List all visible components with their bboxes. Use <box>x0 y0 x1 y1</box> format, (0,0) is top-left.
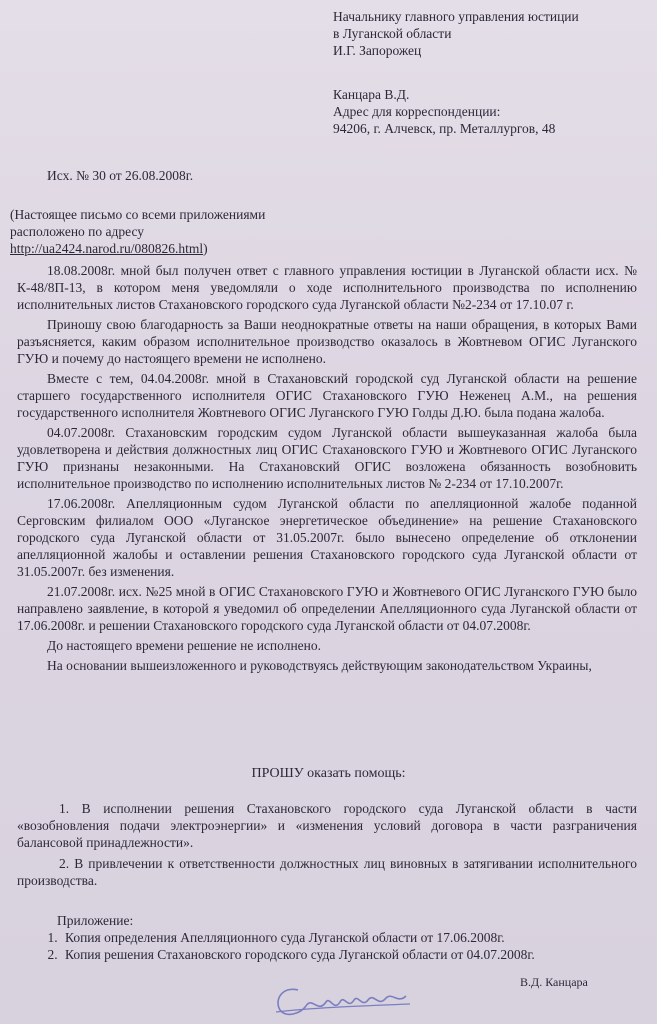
request-list <box>17 800 637 893</box>
body-paragraph: До настоящего времени решение не исполнено. <box>47 638 322 653</box>
sender-name: Канцара В.Д. <box>333 87 410 102</box>
letter-body <box>17 262 637 677</box>
body-paragraph: На основании вышеизложенного и руководствуясь действующим законодательством Украины, <box>47 658 592 673</box>
body-paragraph: 18.08.2008г. мной был получен ответ с главного управления юстиции в Луганской области исх. № К-48/8П-13, в котором меня уведомляли о ходе исполнительного производства по исполнению исполнительных листов Стахановского городского суда Луганской области №2-234 от 17.10.07 г. <box>17 263 637 312</box>
address-label: Адрес для корреспонденции: <box>333 104 501 119</box>
addressee-name: И.Г. Запорожец <box>333 43 422 58</box>
appendix-list <box>45 929 635 963</box>
notice-text: (Настоящее письмо со всеми приложениями расположено по адресу <box>10 207 266 239</box>
addressee-region: в Луганской области <box>333 26 452 41</box>
body-paragraph: Вместе с тем, 04.04.2008г. мной в Стахановский городской суд Луганской области на решение старшего государственного исполнителя ОГИС Стахановского ГУЮ Неженец А.М., на решения государственного исполнителя Жовтневого ОГИС Луганского ГУЮ Голды Д.Ю. была подана жалоба. <box>17 371 637 420</box>
body-paragraph: 21.07.2008г. исх. №25 мной в ОГИС Стахановского ГУЮ и Жовтневого ОГИС Луганского ГУЮ было направлено заявление, в которой я уведомил об определении Апелляционного суда Луганской области от 17.06.2008г. и решении Стахановского городского суда Луганской области от 04.07.2008г. <box>17 584 637 633</box>
appendix-item: 1. Копия определения Апелляционного суда Луганской области от 17.06.2008г. <box>61 929 635 946</box>
body-paragraph: Приношу свою благодарность за Ваши неоднократные ответы на наши обращения, в которых Вами разъясняется, каким образом исполнительное производство оказалось в Жовтневом ОГИС Луганского ГУЮ и почему до настоящего времени не исполнено. <box>17 317 637 366</box>
request-item: 2. В привлечении к ответственности должностных лиц виновных в затягивании исполнительного производства. <box>17 856 637 888</box>
addressee-position: Начальнику главного управления юстиции <box>333 9 579 24</box>
sender-address: 94206, г. Алчевск, пр. Металлургов, 48 <box>333 121 556 136</box>
body-paragraph: 04.07.2008г. Стахановским городским судом Луганской области вышеуказанная жалоба была удовлетворена и действия должностных лиц ОГИС Стахановского ГУЮ и Жовтневого ОГИС Луганского ГУЮ признаны незаконными. На Стахановский ОГИС возложена обязанность возобновить исполнительное производство по исполнению исполнительных листов № 2-234 от 17.10.2007г. <box>17 425 637 491</box>
signer-name: В.Д. Канцара <box>520 975 588 989</box>
appendix-block <box>45 912 635 963</box>
handwritten-signature-icon <box>268 978 418 1022</box>
appendix-item: 2. Копия решения Стахановского городского суда Луганской области от 04.07.2008г. <box>61 946 635 963</box>
outgoing-number: Исх. № 30 от 26.08.2008г. <box>47 168 194 183</box>
notice-link: http://ua2424.narod.ru/080826.html <box>10 241 204 256</box>
request-heading: ПРОШУ оказать помощь: <box>251 766 406 781</box>
appendix-title: Приложение: <box>57 913 134 928</box>
body-paragraph: 17.06.2008г. Апелляционным судом Луганской области по апелляционной жалобе поданной Серговским филиалом ООО «Луганское энергетическое объединение» на решение Стахановского городского суда Луганской области от 31.05.2007г. было вынесено определение об отклонении апелляционной жалобы и оставлении решения Стахановского городского суда Луганской области от 31.05.2007г. без изменения. <box>17 496 637 579</box>
addressee-block <box>333 8 643 137</box>
request-item: 1. В исполнении решения Стахановского городского суда Луганской области в части «возобновления подачи электроэнергии» и «изменения условий договора в части разграничения балансовой принадлежности». <box>17 801 637 850</box>
notice-close: ) <box>203 241 208 256</box>
online-copy-notice <box>10 206 340 257</box>
